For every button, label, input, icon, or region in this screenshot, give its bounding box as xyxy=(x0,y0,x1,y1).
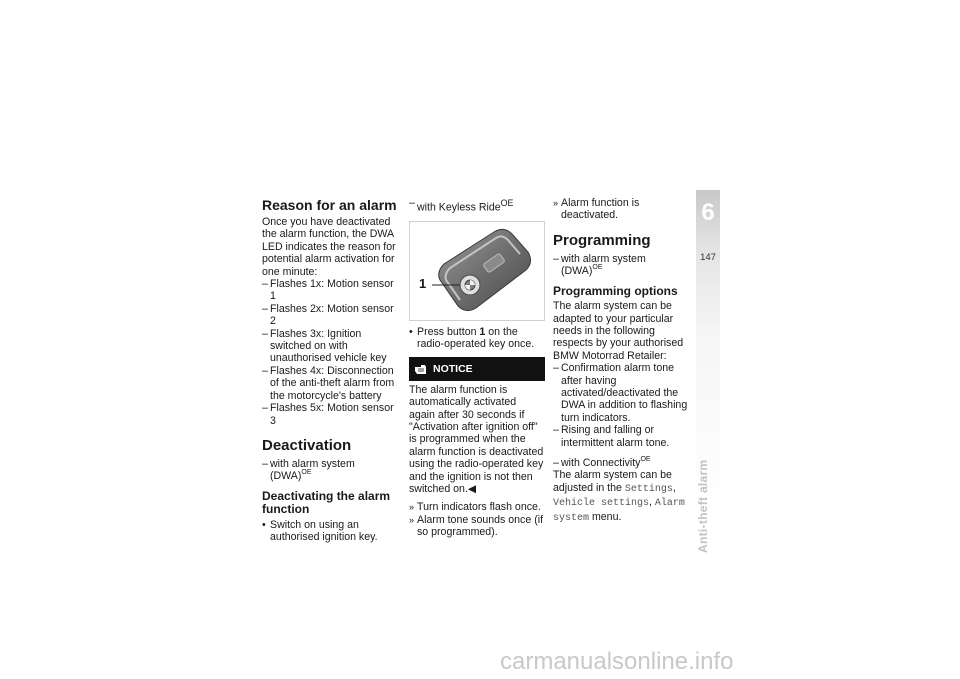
notice-label: NOTICE xyxy=(433,362,473,375)
menu-settings: Settings xyxy=(624,483,673,495)
adjust-text-b: menu. xyxy=(589,510,622,523)
list-item-option-1: – Confirmation alarm tone after having activated/deactivated the DWA in addition to flashing turn indicators. xyxy=(553,362,689,424)
notice-hand-icon xyxy=(414,363,427,375)
oe-connectivity xyxy=(553,457,689,469)
result-alarm-tone: » Alarm tone sounds once (if so programmed). xyxy=(409,514,545,539)
oe-label: with Connectivity xyxy=(561,457,641,469)
oe-superscript: OE xyxy=(301,469,312,477)
adjust-text-a: The alarm system can be adjusted in the xyxy=(553,469,672,494)
oe-keyless-ride xyxy=(409,197,545,214)
paragraph-programming: The alarm system can be adapted to your particular needs in the following respects by your authorised BMW Motorrad Retailer: xyxy=(553,300,684,362)
paragraph-adjust xyxy=(553,469,689,525)
result-alarm-deactivated: » Alarm function is deactivated. xyxy=(553,197,689,222)
notice-text: The alarm function is automatically activated again after 30 seconds if "Activation after ignition off" is programmed when the alarm function is deactivated using the radio-operated key and the ignition is not then switched on. xyxy=(409,383,544,495)
chapter-number: 6 xyxy=(701,199,715,226)
bullet-press-button xyxy=(409,326,545,351)
list-item-flash-2: – Flashes 2x: Motion sensor 2 xyxy=(262,303,398,328)
separator: , xyxy=(649,496,655,509)
oe-alarm-system xyxy=(553,253,689,278)
menu-vehicle-settings: Vehicle settings xyxy=(553,498,650,510)
heading-deactivation: Deactivation xyxy=(262,436,352,454)
heading-programming-options: Programming options xyxy=(553,283,678,298)
press-text-a: Press button xyxy=(417,325,480,338)
menu-alarm-system: Alarm system xyxy=(553,498,685,524)
oe-label: with Keyless Ride xyxy=(417,201,501,214)
page-number: 147 xyxy=(700,252,716,263)
notice-paragraph xyxy=(409,384,545,496)
key-fob-image xyxy=(410,222,544,320)
press-button-number: 1 xyxy=(479,325,486,338)
figure-callout-1: 1 xyxy=(419,275,427,291)
column-right xyxy=(553,197,689,525)
result-turn-indicators: » Turn indicators flash once. xyxy=(409,501,545,513)
list-item-flash-3: – Flashes 3x: Ignition switched on with unauthorised vehicle key xyxy=(262,328,398,365)
chapter-tab xyxy=(696,190,720,678)
press-text-b: on the radio-operated key once. xyxy=(417,325,535,351)
list-item-flash-5: – Flashes 5x: Motion sensor 3 xyxy=(262,402,398,427)
separator: , xyxy=(672,481,676,494)
chapter-title: Anti-theft alarm xyxy=(696,459,710,553)
heading-deactivating-function: Deactivating the alarm function xyxy=(262,488,391,517)
oe-superscript: OE xyxy=(592,264,603,272)
heading-programming: Programming xyxy=(553,231,651,249)
oe-superscript: OE xyxy=(500,198,514,208)
watermark: carmanualsonline.info xyxy=(500,648,734,675)
oe-label: with alarm system (DWA) xyxy=(270,457,355,483)
list-item-option-2: – Rising and falling or intermittent alarm tone. xyxy=(553,424,689,449)
key-fob-illustration xyxy=(409,221,545,321)
column-middle xyxy=(409,197,545,539)
notice-bar xyxy=(409,357,545,381)
column-left xyxy=(262,197,398,544)
oe-label: with alarm system (DWA) xyxy=(561,252,646,278)
bullet-switch-on: • Switch on using an authorised ignition key. xyxy=(262,519,398,544)
oe-superscript: OE xyxy=(640,456,651,463)
paragraph-reason: Once you have deactivated the alarm function, the DWA LED indicates the reason for potential alarm activation for one minute: xyxy=(262,216,396,278)
list-item-flash-4: – Flashes 4x: Disconnection of the anti-theft alarm from the motorcycle's battery xyxy=(262,365,398,402)
list-item-flash-1: – Flashes 1x: Motion sensor 1 xyxy=(262,278,398,303)
end-mark-icon: ◀ xyxy=(467,483,477,495)
oe-alarm-system xyxy=(262,458,398,483)
heading-reason-for-alarm: Reason for an alarm xyxy=(262,197,397,213)
